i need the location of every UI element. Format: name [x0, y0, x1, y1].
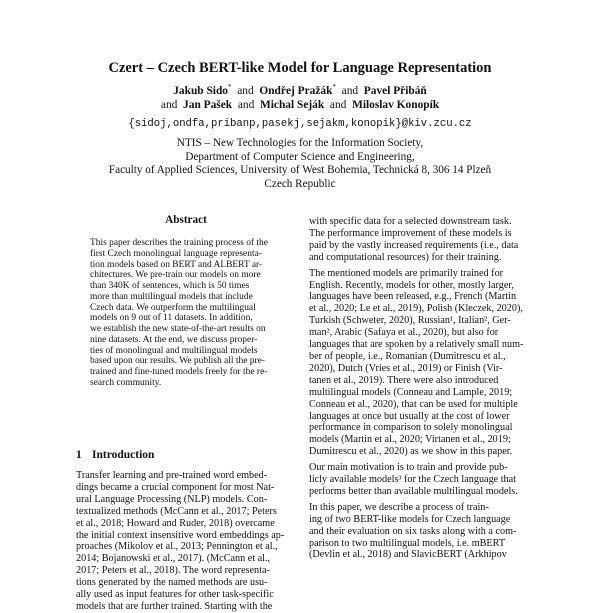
body-line: et al., 2018; Howard and Ruder, 2018) overcame	[76, 517, 275, 529]
body-line: 2014; Bojanowski et al., 2017). (McCann et al.,	[76, 553, 271, 565]
body-line: Conneau et al., 2020), that can be used for multiple	[309, 398, 518, 410]
body-line: Turkish (Schweter, 2020), Russian¹, Italian², Ger-	[309, 315, 511, 327]
body-line: licly available models³ for the Czech language that	[309, 474, 517, 486]
body-line: parison to two multilingual models, i.e. mBERT	[309, 537, 506, 549]
abstract-line: chitectures. We pre-train our models on more	[90, 270, 261, 281]
body-line: proaches (Mikolov et al., 2013; Pennington et al.,	[76, 541, 278, 553]
abstract-line: nine datasets. At the end, we discuss proper-	[90, 334, 258, 345]
body-line: models that are further trained. Starting with the	[76, 600, 273, 612]
body-line: English. Recently, models for other, mostly larger,	[309, 279, 514, 291]
body-line: ing of two BERT-like models for Czech language	[309, 513, 511, 525]
abstract-line: than 340K of sentences, which is 50 times	[90, 281, 250, 291]
body-line: languages have been released, e.g., French (Martin	[309, 291, 517, 303]
body-line: paid by the vastly increased requirements (i.e., data	[309, 239, 519, 251]
body-line: tanen et al., 2019). There were also introduced	[309, 374, 499, 386]
abstract-line: models on 9 out of 11 datasets. In addition,	[90, 313, 253, 324]
affiliation-line: Czech Republic	[264, 177, 336, 190]
body-line: multilingual models (Conneau and Lample, 2019;	[309, 386, 513, 398]
affiliation-line: Department of Computer Science and Engineering,	[185, 150, 415, 163]
author-name: Jan Pašek	[183, 99, 233, 111]
author-separator: and	[329, 99, 347, 111]
body-line: languages at once but usually at the cost of lower	[309, 410, 510, 422]
intro-column-left	[76, 470, 294, 613]
body-line: and computational resources) for their training.	[309, 251, 502, 263]
body-line: ber of people, i.e., Romanian (Dumitrescu et al.,	[309, 350, 506, 362]
section-number: 1	[76, 449, 82, 461]
author-mark: *	[228, 83, 232, 92]
body-line: In this paper, we describe a process of train-	[309, 501, 489, 513]
abstract-line: we establish the new state-of-the-art results on	[90, 324, 266, 334]
author-separator: and	[341, 85, 359, 97]
abstract-line: This paper describes the training process of the	[90, 238, 268, 248]
author-name: Jakub Sido	[173, 85, 228, 97]
body-line: models (Martin et al., 2020; Virtanen et al., 2019;	[309, 434, 511, 446]
body-line: performs better than available multilingual models.	[309, 485, 518, 497]
body-line: 2017; Peters et al., 2018). The word representa-	[76, 565, 270, 577]
section-title: Introduction	[92, 449, 155, 461]
author-line-1	[0, 84, 600, 98]
paper-title: Czert – Czech BERT-like Model for Language Representation	[108, 60, 492, 76]
abstract-line: ties of monolingual and multilingual models	[90, 345, 258, 356]
body-line: ally used as input features for other task-specific	[76, 589, 274, 601]
body-line: man², Arabic (Safaya et al., 2020), but also for	[309, 327, 499, 339]
body-line: and their evaluation on six tasks along with a com-	[309, 525, 517, 537]
body-line: textualized methods (McCann et al., 2017; Peters	[76, 505, 277, 517]
body-line: 2020), Dutch (Vries et al., 2019) or Finish (Vir-	[309, 362, 503, 374]
body-line: with specific data for a selected downstream task.	[309, 216, 512, 227]
section-heading	[76, 449, 154, 462]
author-name: Pavel Přibáň	[363, 85, 427, 97]
body-line: The performance improvement of these models is	[309, 227, 512, 239]
body-line: et al., 2020; Le et al., 2019), Polish (Kleczek, 2020),	[309, 303, 523, 315]
abstract-line: tion models based on BERT and ALBERT ar-	[90, 259, 263, 270]
body-line: (Devlin et al., 2018) and SlavicBERT (Arkhipov	[309, 549, 507, 561]
author-separator: and	[237, 85, 254, 97]
affiliation-line: NTIS – New Technologies for the Information Society,	[176, 137, 424, 149]
body-line: Dumitrescu et al., 2020) as we show in this paper.	[309, 446, 513, 458]
body-line: ural Language Processing (NLP) models. Con-	[76, 493, 268, 505]
author-email: {sidoj,ondfa,pribanp,pasekj,sejakm,konopik}@kiv.zcu.cz	[128, 118, 472, 130]
author-line-2	[0, 98, 600, 112]
author-list	[0, 84, 600, 112]
abstract-line: trained and fine-tuned models freely for the re-	[90, 367, 268, 377]
body-line: Our main motivation is to train and provide pub-	[309, 462, 508, 474]
abstract-heading: Abstract	[165, 214, 207, 226]
body-line: dings became a crucial component for most Nat-	[76, 481, 275, 493]
abstract-body	[90, 238, 282, 389]
abstract-line: first Czech monolingual language representa-	[90, 248, 262, 259]
body-line: languages that are spoken by a relatively small num-	[309, 339, 524, 351]
intro-column-right	[309, 216, 534, 561]
affiliation	[0, 137, 600, 191]
abstract-line: based upon our results. We publish all the pre-	[90, 356, 265, 367]
body-line: Transfer learning and pre-trained word embed-	[76, 470, 268, 481]
author-name: Miloslav Konopík	[352, 99, 440, 111]
abstract-line: more than multilingual models that include	[90, 291, 253, 302]
body-line: performance in comparison to solely monolingual	[309, 422, 513, 434]
author-separator: and	[237, 99, 255, 111]
body-line: the initial context insensitive word embeddings ap-	[76, 529, 285, 541]
author-name: Michal Seják	[259, 99, 325, 111]
affiliation-line: Faculty of Applied Sciences, University of West Bohemia, Technická 8, 306 14 Plzeň	[108, 164, 492, 177]
author-name: Ondřej Pražák	[259, 85, 333, 97]
body-line: The mentioned models are primarily trained for	[309, 267, 504, 279]
abstract-line: search community.	[90, 377, 162, 388]
abstract-line: Czech data. We outperform the multilingual	[90, 302, 256, 313]
body-line: tions generated by the named methods are usu-	[76, 577, 268, 589]
author-separator: and	[160, 99, 178, 111]
author-mark: *	[332, 83, 336, 92]
